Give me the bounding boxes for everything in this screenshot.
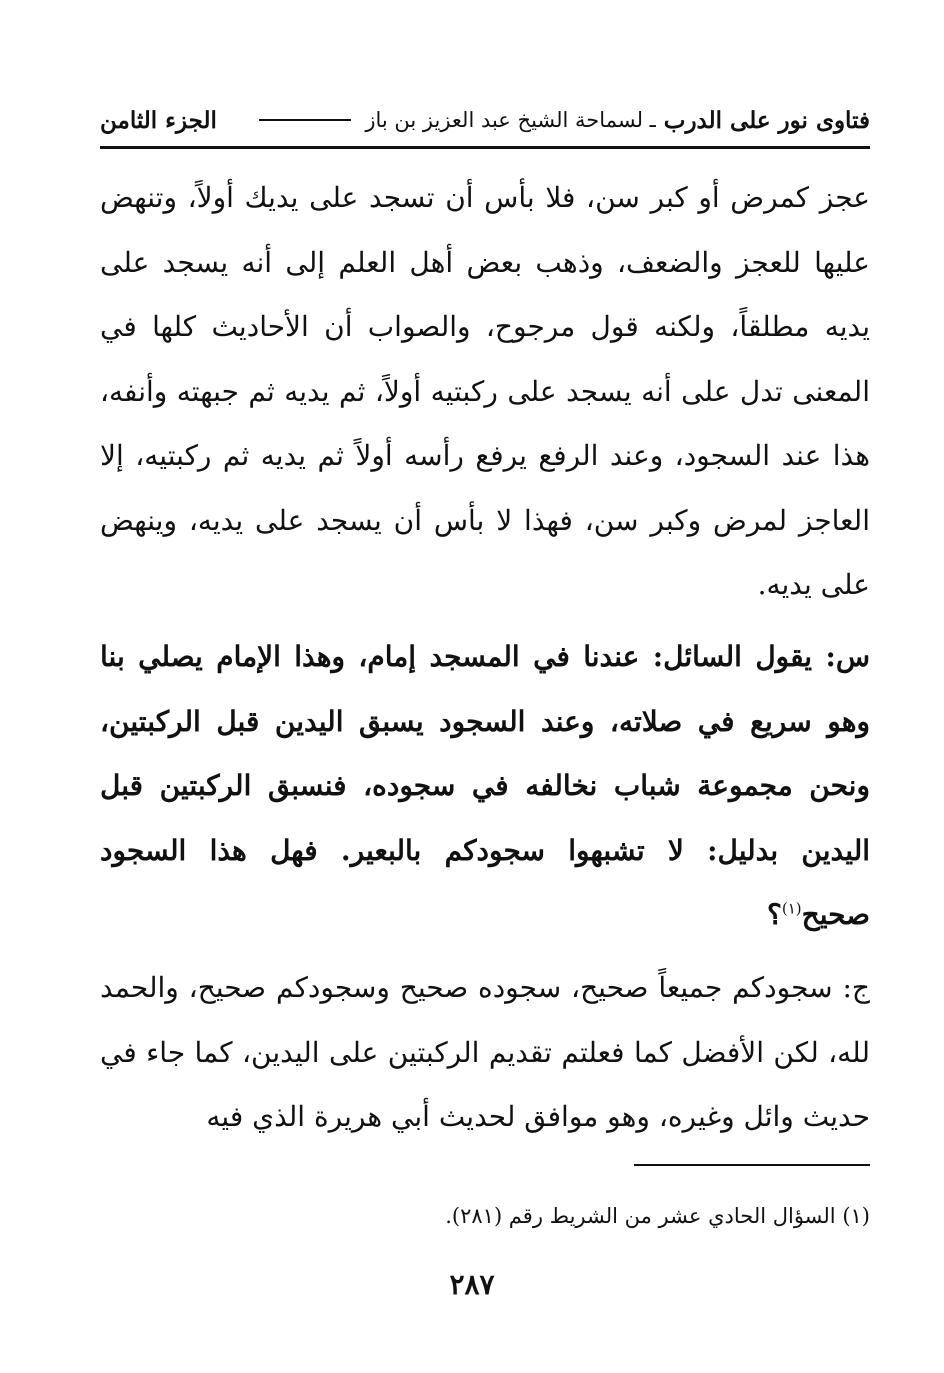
footnote: (١) السؤال الحادي عشر من الشريط رقم (٢٨١). xyxy=(445,1204,870,1228)
author-name: ـ لسماحة الشيخ عبد العزيز بن باز xyxy=(365,108,656,132)
page-number: ٢٨٧ xyxy=(449,1268,495,1301)
header-rule xyxy=(100,146,870,149)
header-right xyxy=(253,107,870,134)
part-title: الجزء الثامن xyxy=(100,106,217,134)
question-paragraph xyxy=(100,625,870,948)
running-header xyxy=(100,100,870,140)
answer-paragraph: ج: سجودكم جميعاً صحيح، سجوده صحيح وسجودكم صحيح، والحمد لله، لكن الأفضل كما فعلتم تقديم الركبتين على اليدين، كما جاء في حديث وائل وغيره، وهو موافق لحديث أبي هريرة الذي فيه xyxy=(100,971,870,1133)
footnote-reference: (١) xyxy=(781,899,802,918)
footnote-rule xyxy=(634,1164,870,1166)
header-dash xyxy=(259,119,351,121)
question-text: س: يقول السائل: عندنا في المسجد إمام، وهذا الإمام يصلي بنا وهو سريع في صلاته، وعند السجود يسبق اليدين قبل الركبتين، ونحن مجموعة شباب نخالفه في سجوده، فنسبق الركبتين قبل اليدين بدليل: لا تشبهوا سجودكم بالبعير. فهل هذا السجود صحيح xyxy=(100,640,870,931)
question-mark: ؟ xyxy=(766,898,782,931)
answer-continued-paragraph: عجز كمرض أو كبر سن، فلا بأس أن تسجد على يديك أولاً، وتنهض عليها للعجز والضعف، وذهب بعض أهل العلم إلى أنه يسجد على يديه مطلقاً، ولكنه قول مرجوح، والصواب أن الأحاديث كلها في المعنى تدل على أنه يسجد على ركبتيه أولاً، ثم يديه ثم جبهته وأنفه، هذا عند السجود، وعند الرفع يرفع رأسه أولاً ثم يديه ثم ركبتيه، إلا العاجز لمرض وكبر سن، فهذا لا بأس أن يسجد على يديه، وينهض على يديه. xyxy=(100,181,871,601)
series-title: فتاوى نور على الدرب xyxy=(663,106,870,134)
